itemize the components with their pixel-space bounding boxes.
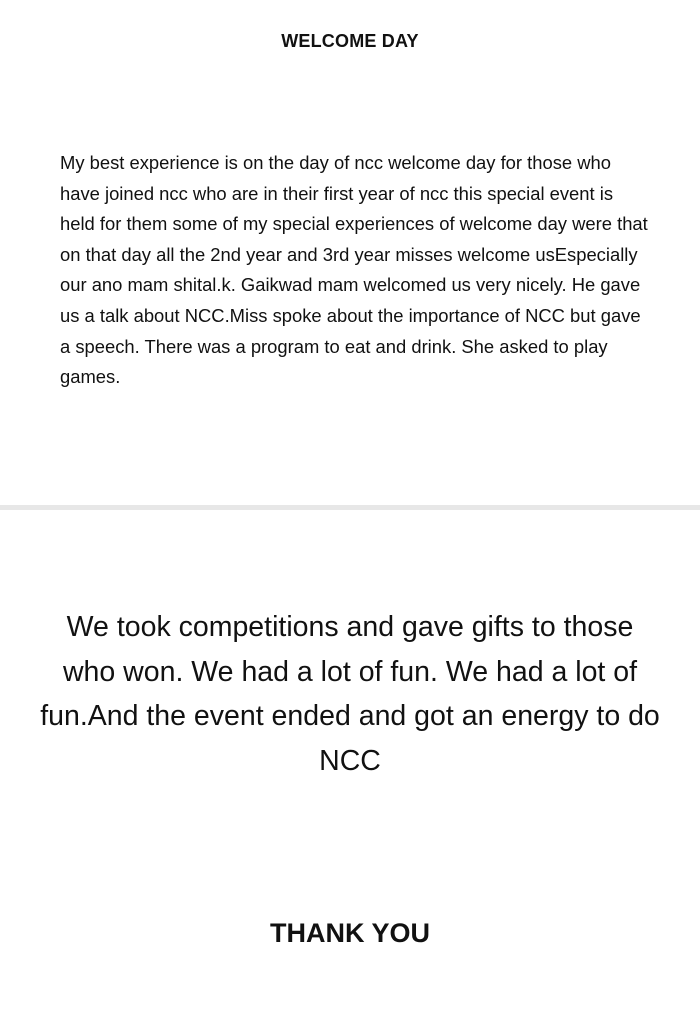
page-title: WELCOME DAY xyxy=(281,31,419,51)
thank-you-text: THANK YOU xyxy=(269,918,430,948)
experience-paragraph: My best experience is on the day of ncc welcome day for those who have joined ncc who are in their first year of ncc this special event is held for them some of my special experiences of welcome day were that on that day all the 2nd year and 3rd year misses welcome usEspecially our ano mam shital.k. Gaikwad mam welcomed us very nicely. He gave us a talk about NCC.Miss spoke about the importance of NCC but gave a speech. There was a program to eat and drink. She asked to play games. xyxy=(60,152,648,388)
document-page-2 xyxy=(0,510,700,1024)
conclusion-paragraph: We took competitions and gave gifts to those who won. We had a lot of fun. We had a lot of fun.And the event ended and got an energy to do NCC xyxy=(40,611,660,777)
document-page-1 xyxy=(0,0,700,505)
